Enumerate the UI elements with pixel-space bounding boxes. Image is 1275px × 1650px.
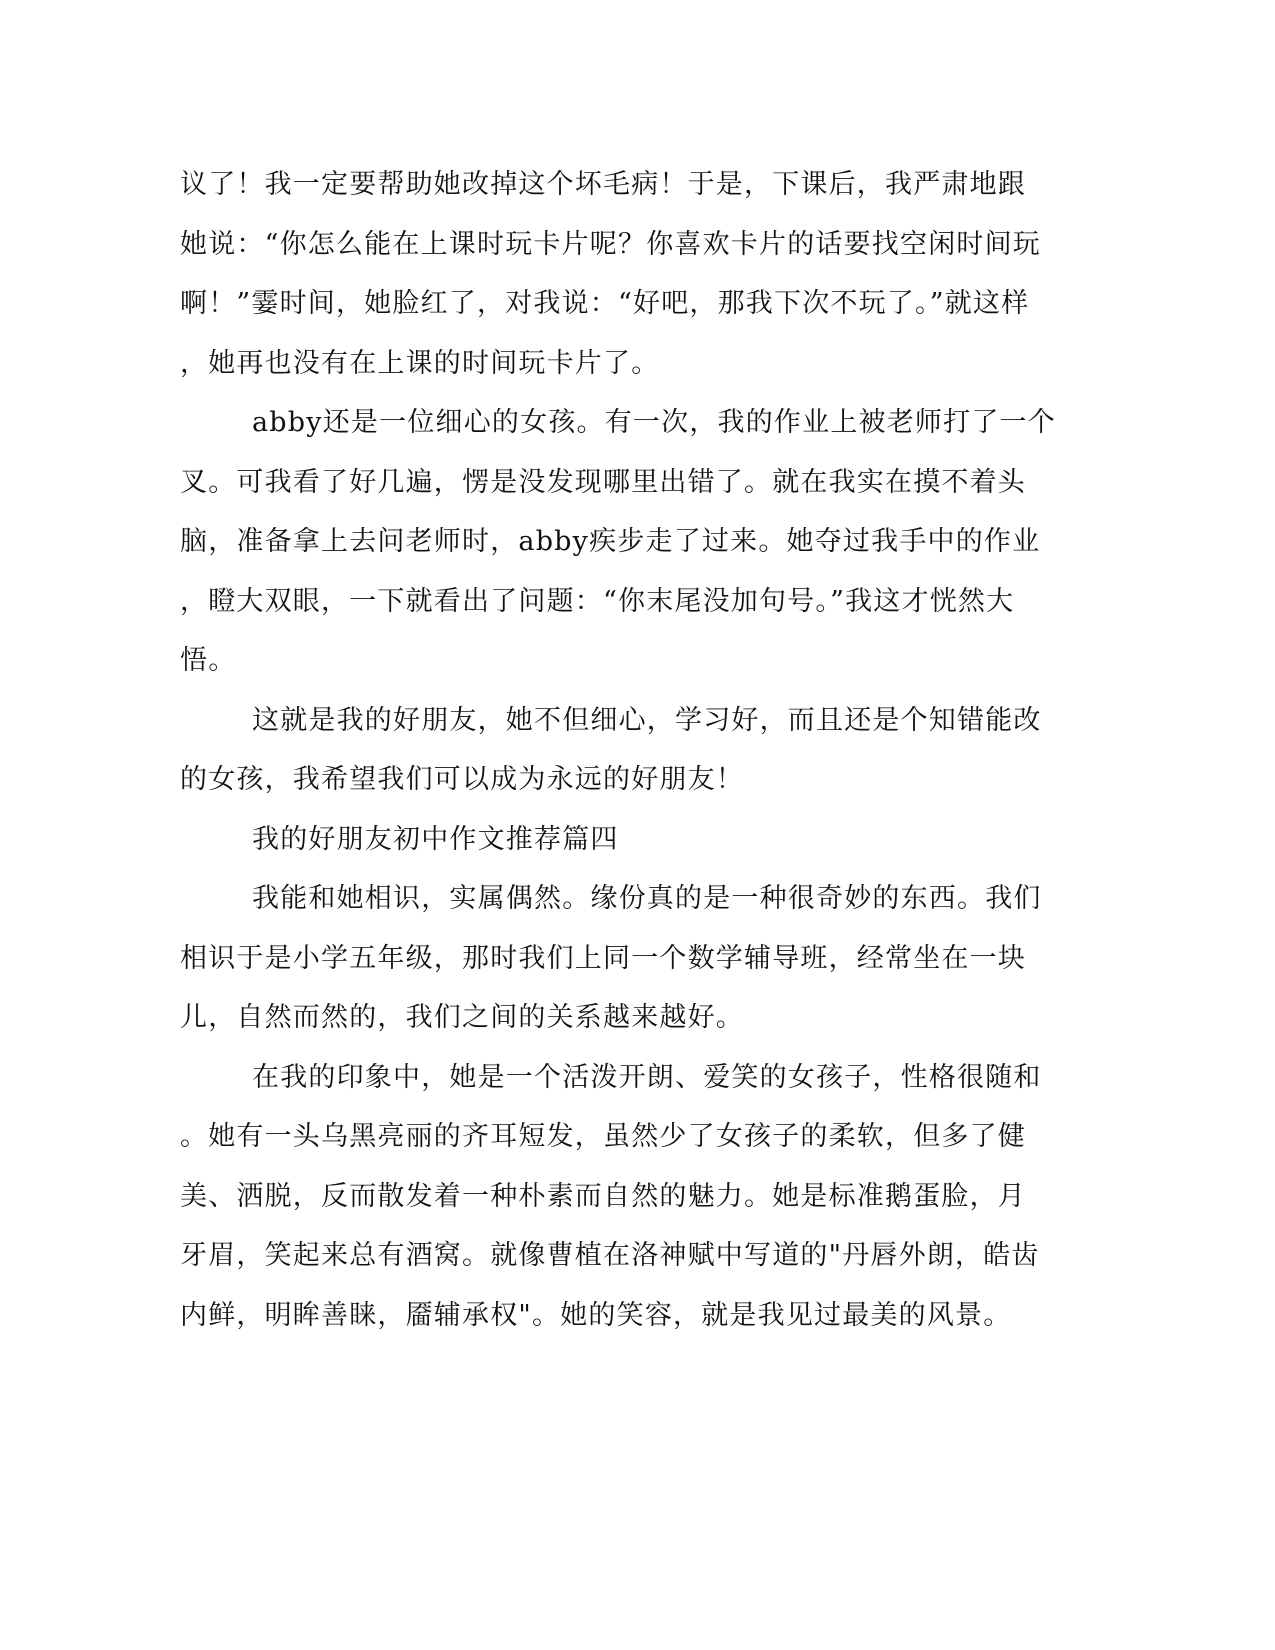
paragraph-line: abby还是一位细心的女孩。有一次，我的作业上被老师打了一个 <box>252 407 1056 438</box>
paragraph-line: 她说：“你怎么能在上课时玩卡片呢？你喜欢卡片的话要找空闲时间玩 <box>180 228 1042 260</box>
paragraph-line: 牙眉，笑起来总有酒窝。就像曹植在洛神赋中写道的"丹唇外朗，皓齿 <box>180 1240 1040 1271</box>
paragraph-line: 啊！”霎时间，她脸红了，对我说：“好吧，那我下次不玩了。”就这样 <box>180 288 1030 319</box>
paragraph-line: 在我的印象中，她是一个活泼开朗、爱笑的女孩子，性格很随和 <box>252 1061 1042 1093</box>
paragraph-line: 内鲜，明眸善睐，靥辅承权"。她的笑容，就是我见过最美的风景。 <box>180 1299 1012 1331</box>
paragraph-line: 的女孩，我希望我们可以成为永远的好朋友！ <box>180 764 744 795</box>
paragraph-line: 。她有一头乌黑亮丽的齐耳短发，虽然少了女孩子的柔软，但多了健 <box>180 1121 1026 1152</box>
paragraph-line: ，她再也没有在上课的时间玩卡片了。 <box>180 347 660 379</box>
paragraph-line: 悟。 <box>180 645 237 676</box>
paragraph-line: 美、洒脱，反而散发着一种朴素而自然的魅力。她是标准鹅蛋脸，月 <box>180 1180 1026 1212</box>
paragraph-line: 这就是我的好朋友，她不但细心，学习好，而且还是个知错能改 <box>252 704 1042 736</box>
paragraph-line: 相识于是小学五年级，那时我们上同一个数学辅导班，经常坐在一块 <box>180 942 1026 974</box>
paragraph-line: 议了！我一定要帮助她改掉这个坏毛病！于是，下课后，我严肃地跟 <box>180 169 1026 200</box>
paragraph-line: 叉。可我看了好几遍，愣是没发现哪里出错了。就在我实在摸不着头 <box>180 466 1026 498</box>
paragraph-line: 儿，自然而然的，我们之间的关系越来越好。 <box>180 1002 744 1033</box>
paragraph-line: 我能和她相识，实属偶然。缘份真的是一种很奇妙的东西。我们 <box>252 883 1042 914</box>
document-body <box>180 155 1056 1345</box>
section-heading: 我的好朋友初中作文推荐篇四 <box>252 823 619 855</box>
paragraph-line: ，瞪大双眼，一下就看出了问题：“你末尾没加句号。”我这才恍然大 <box>180 585 1015 617</box>
paragraph-line: 脑，准备拿上去问老师时，abby疾步走了过来。她夺过我手中的作业 <box>180 526 1041 557</box>
